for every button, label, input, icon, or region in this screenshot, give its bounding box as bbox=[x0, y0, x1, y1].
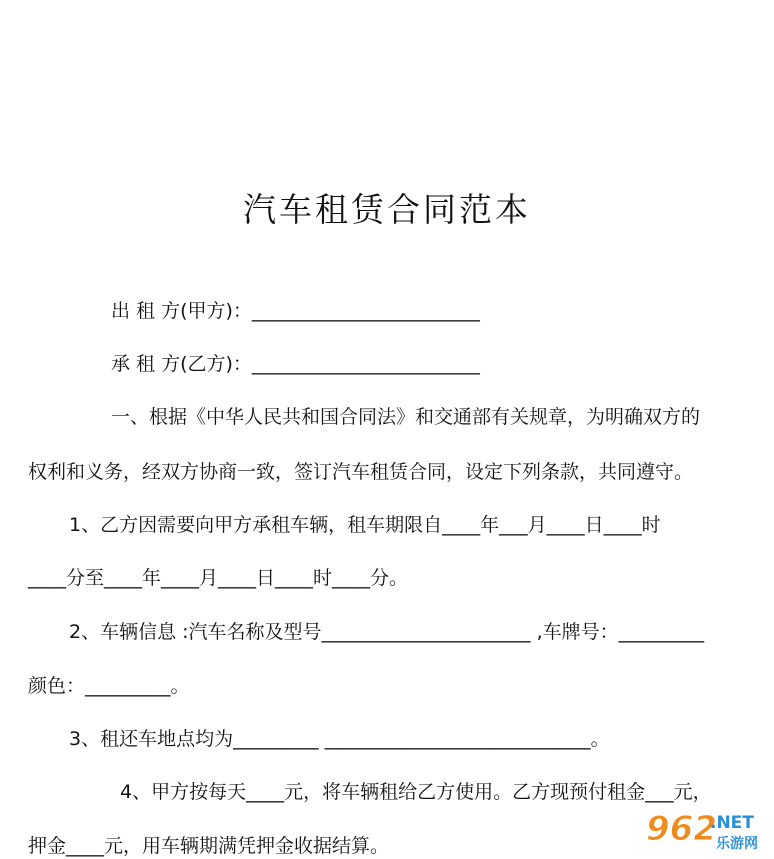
clause-intro-line-2: 权利和义务，经双方协商一致，签订汽车租赁合同，设定下列条款，共同遵守。 bbox=[28, 461, 694, 483]
watermark-site-text: 乐游网 bbox=[716, 836, 758, 852]
site-watermark-logo bbox=[644, 806, 766, 852]
watermark-net-text: .NET bbox=[710, 813, 754, 833]
clause-4-line-1: 4、甲方按每天____元，将车辆租给乙方使用。乙方现预付租金___元， bbox=[120, 781, 712, 803]
clause-2-line-1: 2、车辆信息 :汽车名称及型号______________________ ,车牌号：_________ bbox=[69, 621, 705, 643]
clause-1-line-1: 1、乙方因需要向甲方承租车辆，租车期限自____年___月____日____时 bbox=[69, 514, 661, 536]
clause-4-line-2: 押金____元，用车辆期满凭押金收据结算。 bbox=[28, 835, 390, 857]
clause-1-line-2: ____分至____年____月____日____时____分。 bbox=[28, 567, 409, 589]
clause-intro-line-1: 一、根据《中华人民共和国合同法》和交通部有关规章，为明确双方的 bbox=[111, 406, 701, 428]
clause-2-line-2: 颜色：_________。 bbox=[28, 675, 190, 697]
document-title: 汽车租赁合同范本 bbox=[243, 190, 531, 229]
watermark-logo-number: 962 bbox=[646, 809, 717, 849]
lessee-line: 承 租 方(乙方)：________________________ bbox=[111, 353, 480, 375]
clause-3-line: 3、租还车地点均为_________ ____________________________。 bbox=[69, 728, 610, 750]
lessor-line: 出 租 方(甲方)：________________________ bbox=[111, 300, 480, 322]
